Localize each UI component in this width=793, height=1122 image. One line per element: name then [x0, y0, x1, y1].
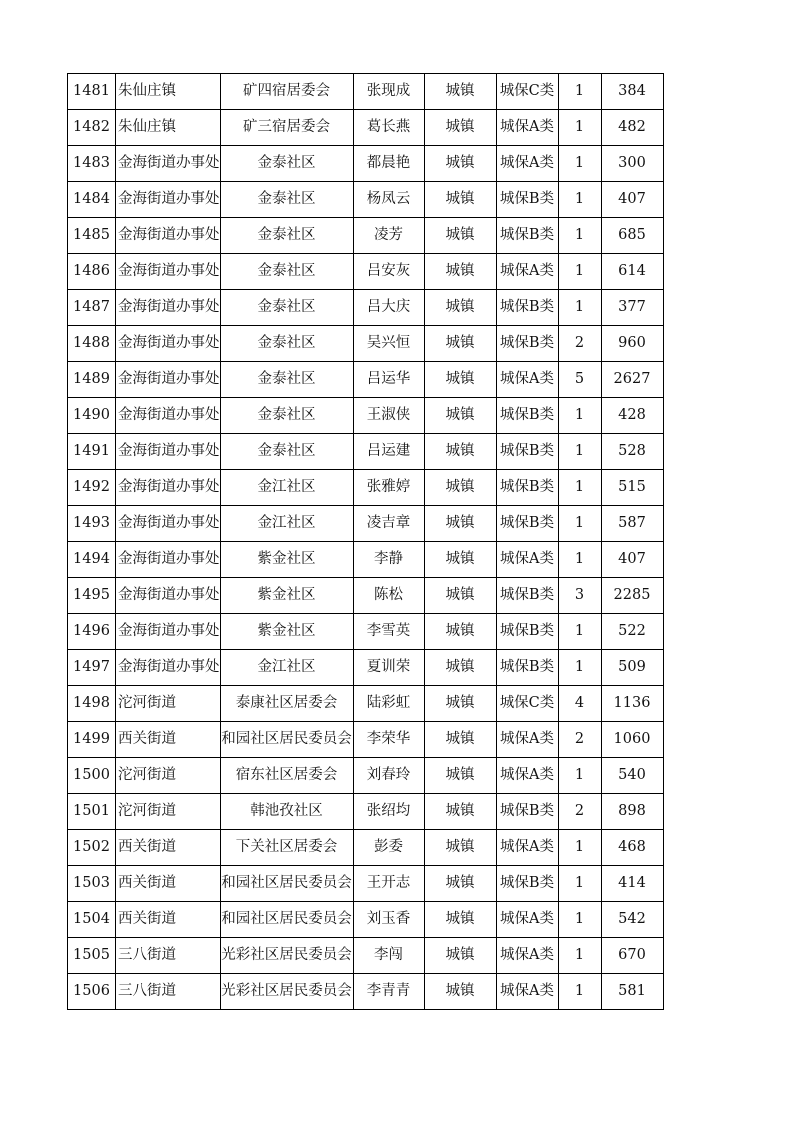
category-cell: 城保B类	[496, 578, 558, 614]
category-cell: 城保B类	[496, 470, 558, 506]
row-number-cell: 1487	[68, 290, 116, 326]
community-cell: 泰康社区居委会	[220, 686, 353, 722]
table-row	[68, 650, 664, 686]
row-number-cell: 1481	[68, 74, 116, 110]
community-cell: 下关社区居委会	[220, 830, 353, 866]
table-row	[68, 218, 664, 254]
area-type-cell: 城镇	[424, 902, 496, 938]
street-cell: 金海街道办事处	[116, 218, 221, 254]
member-count-cell: 1	[558, 758, 601, 794]
area-type-cell: 城镇	[424, 290, 496, 326]
category-cell: 城保B类	[496, 398, 558, 434]
table-row	[68, 974, 664, 1010]
row-number-cell: 1502	[68, 830, 116, 866]
row-number-cell: 1503	[68, 866, 116, 902]
member-count-cell: 1	[558, 398, 601, 434]
community-cell: 金泰社区	[220, 398, 353, 434]
area-type-cell: 城镇	[424, 650, 496, 686]
member-count-cell: 2	[558, 326, 601, 362]
area-type-cell: 城镇	[424, 974, 496, 1010]
amount-cell: 428	[601, 398, 663, 434]
table-row	[68, 290, 664, 326]
person-name-cell: 吕大庆	[353, 290, 424, 326]
community-cell: 金江社区	[220, 650, 353, 686]
amount-cell: 542	[601, 902, 663, 938]
member-count-cell: 1	[558, 218, 601, 254]
table-row	[68, 830, 664, 866]
person-name-cell: 陈松	[353, 578, 424, 614]
category-cell: 城保B类	[496, 290, 558, 326]
row-number-cell: 1501	[68, 794, 116, 830]
person-name-cell: 王淑侠	[353, 398, 424, 434]
amount-cell: 1136	[601, 686, 663, 722]
amount-cell: 528	[601, 434, 663, 470]
area-type-cell: 城镇	[424, 506, 496, 542]
amount-cell: 1060	[601, 722, 663, 758]
community-cell: 紫金社区	[220, 614, 353, 650]
street-cell: 朱仙庄镇	[116, 74, 221, 110]
amount-cell: 468	[601, 830, 663, 866]
person-name-cell: 李雪英	[353, 614, 424, 650]
community-cell: 金泰社区	[220, 182, 353, 218]
row-number-cell: 1482	[68, 110, 116, 146]
category-cell: 城保A类	[496, 146, 558, 182]
category-cell: 城保B类	[496, 434, 558, 470]
area-type-cell: 城镇	[424, 146, 496, 182]
table-row	[68, 614, 664, 650]
row-number-cell: 1498	[68, 686, 116, 722]
person-name-cell: 吕运建	[353, 434, 424, 470]
street-cell: 沱河街道	[116, 686, 221, 722]
street-cell: 金海街道办事处	[116, 614, 221, 650]
person-name-cell: 夏训荣	[353, 650, 424, 686]
street-cell: 朱仙庄镇	[116, 110, 221, 146]
street-cell: 金海街道办事处	[116, 146, 221, 182]
member-count-cell: 1	[558, 182, 601, 218]
community-cell: 金泰社区	[220, 326, 353, 362]
member-count-cell: 1	[558, 146, 601, 182]
amount-cell: 522	[601, 614, 663, 650]
community-cell: 和园社区居民委员会	[220, 902, 353, 938]
person-name-cell: 李闯	[353, 938, 424, 974]
community-cell: 金泰社区	[220, 290, 353, 326]
row-number-cell: 1483	[68, 146, 116, 182]
row-number-cell: 1489	[68, 362, 116, 398]
area-type-cell: 城镇	[424, 794, 496, 830]
amount-cell: 614	[601, 254, 663, 290]
category-cell: 城保A类	[496, 974, 558, 1010]
community-cell: 紫金社区	[220, 578, 353, 614]
person-name-cell: 张绍均	[353, 794, 424, 830]
area-type-cell: 城镇	[424, 182, 496, 218]
member-count-cell: 5	[558, 362, 601, 398]
person-name-cell: 李青青	[353, 974, 424, 1010]
category-cell: 城保B类	[496, 650, 558, 686]
amount-cell: 960	[601, 326, 663, 362]
table-row	[68, 146, 664, 182]
street-cell: 金海街道办事处	[116, 542, 221, 578]
row-number-cell: 1504	[68, 902, 116, 938]
member-count-cell: 1	[558, 866, 601, 902]
street-cell: 西关街道	[116, 722, 221, 758]
area-type-cell: 城镇	[424, 686, 496, 722]
community-cell: 韩池孜社区	[220, 794, 353, 830]
area-type-cell: 城镇	[424, 254, 496, 290]
street-cell: 金海街道办事处	[116, 254, 221, 290]
row-number-cell: 1488	[68, 326, 116, 362]
area-type-cell: 城镇	[424, 542, 496, 578]
row-number-cell: 1491	[68, 434, 116, 470]
category-cell: 城保B类	[496, 506, 558, 542]
category-cell: 城保A类	[496, 722, 558, 758]
amount-cell: 482	[601, 110, 663, 146]
member-count-cell: 1	[558, 506, 601, 542]
amount-cell: 407	[601, 182, 663, 218]
community-cell: 金江社区	[220, 506, 353, 542]
member-count-cell: 4	[558, 686, 601, 722]
amount-cell: 509	[601, 650, 663, 686]
community-cell: 光彩社区居民委员会	[220, 938, 353, 974]
community-cell: 和园社区居民委员会	[220, 866, 353, 902]
street-cell: 金海街道办事处	[116, 362, 221, 398]
street-cell: 西关街道	[116, 830, 221, 866]
category-cell: 城保A类	[496, 902, 558, 938]
area-type-cell: 城镇	[424, 866, 496, 902]
member-count-cell: 2	[558, 722, 601, 758]
row-number-cell: 1490	[68, 398, 116, 434]
category-cell: 城保B类	[496, 794, 558, 830]
person-name-cell: 吕运华	[353, 362, 424, 398]
table-row	[68, 110, 664, 146]
area-type-cell: 城镇	[424, 110, 496, 146]
person-name-cell: 张现成	[353, 74, 424, 110]
community-cell: 金泰社区	[220, 218, 353, 254]
street-cell: 金海街道办事处	[116, 578, 221, 614]
amount-cell: 587	[601, 506, 663, 542]
row-number-cell: 1496	[68, 614, 116, 650]
category-cell: 城保A类	[496, 938, 558, 974]
member-count-cell: 1	[558, 938, 601, 974]
row-number-cell: 1494	[68, 542, 116, 578]
amount-cell: 384	[601, 74, 663, 110]
amount-cell: 540	[601, 758, 663, 794]
amount-cell: 685	[601, 218, 663, 254]
row-number-cell: 1486	[68, 254, 116, 290]
person-name-cell: 杨凤云	[353, 182, 424, 218]
community-cell: 金江社区	[220, 470, 353, 506]
member-count-cell: 1	[558, 830, 601, 866]
table-row	[68, 722, 664, 758]
street-cell: 金海街道办事处	[116, 434, 221, 470]
community-cell: 和园社区居民委员会	[220, 722, 353, 758]
table-row	[68, 794, 664, 830]
table-row	[68, 254, 664, 290]
street-cell: 三八街道	[116, 938, 221, 974]
member-count-cell: 1	[558, 650, 601, 686]
records-table	[67, 73, 664, 1010]
category-cell: 城保C类	[496, 74, 558, 110]
person-name-cell: 张雅婷	[353, 470, 424, 506]
amount-cell: 581	[601, 974, 663, 1010]
amount-cell: 898	[601, 794, 663, 830]
person-name-cell: 凌芳	[353, 218, 424, 254]
table-row	[68, 326, 664, 362]
area-type-cell: 城镇	[424, 722, 496, 758]
amount-cell: 515	[601, 470, 663, 506]
table-row	[68, 470, 664, 506]
community-cell: 紫金社区	[220, 542, 353, 578]
row-number-cell: 1495	[68, 578, 116, 614]
member-count-cell: 1	[558, 290, 601, 326]
table-row	[68, 686, 664, 722]
row-number-cell: 1485	[68, 218, 116, 254]
member-count-cell: 1	[558, 614, 601, 650]
community-cell: 金泰社区	[220, 254, 353, 290]
category-cell: 城保C类	[496, 686, 558, 722]
street-cell: 西关街道	[116, 902, 221, 938]
amount-cell: 2627	[601, 362, 663, 398]
area-type-cell: 城镇	[424, 218, 496, 254]
amount-cell: 414	[601, 866, 663, 902]
person-name-cell: 都晨艳	[353, 146, 424, 182]
table-row	[68, 542, 664, 578]
table-row	[68, 902, 664, 938]
member-count-cell: 1	[558, 974, 601, 1010]
table-row	[68, 182, 664, 218]
community-cell: 金泰社区	[220, 434, 353, 470]
member-count-cell: 1	[558, 902, 601, 938]
category-cell: 城保B类	[496, 218, 558, 254]
amount-cell: 300	[601, 146, 663, 182]
area-type-cell: 城镇	[424, 614, 496, 650]
street-cell: 金海街道办事处	[116, 650, 221, 686]
person-name-cell: 吕安灰	[353, 254, 424, 290]
member-count-cell: 1	[558, 470, 601, 506]
community-cell: 金泰社区	[220, 146, 353, 182]
amount-cell: 670	[601, 938, 663, 974]
amount-cell: 2285	[601, 578, 663, 614]
table-row	[68, 506, 664, 542]
member-count-cell: 3	[558, 578, 601, 614]
category-cell: 城保A类	[496, 542, 558, 578]
category-cell: 城保B类	[496, 326, 558, 362]
table-row	[68, 434, 664, 470]
person-name-cell: 彭委	[353, 830, 424, 866]
category-cell: 城保A类	[496, 830, 558, 866]
category-cell: 城保B类	[496, 614, 558, 650]
category-cell: 城保B类	[496, 866, 558, 902]
row-number-cell: 1499	[68, 722, 116, 758]
category-cell: 城保A类	[496, 758, 558, 794]
row-number-cell: 1493	[68, 506, 116, 542]
member-count-cell: 1	[558, 254, 601, 290]
table-row	[68, 398, 664, 434]
row-number-cell: 1500	[68, 758, 116, 794]
community-cell: 矿三宿居委会	[220, 110, 353, 146]
community-cell: 光彩社区居民委员会	[220, 974, 353, 1010]
table-row	[68, 938, 664, 974]
person-name-cell: 刘玉香	[353, 902, 424, 938]
person-name-cell: 凌吉章	[353, 506, 424, 542]
community-cell: 矿四宿居委会	[220, 74, 353, 110]
table-row	[68, 866, 664, 902]
street-cell: 金海街道办事处	[116, 326, 221, 362]
table-row	[68, 74, 664, 110]
category-cell: 城保A类	[496, 110, 558, 146]
category-cell: 城保A类	[496, 254, 558, 290]
street-cell: 西关街道	[116, 866, 221, 902]
row-number-cell: 1497	[68, 650, 116, 686]
person-name-cell: 吴兴恒	[353, 326, 424, 362]
street-cell: 金海街道办事处	[116, 506, 221, 542]
area-type-cell: 城镇	[424, 938, 496, 974]
community-cell: 金泰社区	[220, 362, 353, 398]
street-cell: 三八街道	[116, 974, 221, 1010]
street-cell: 沱河街道	[116, 794, 221, 830]
records-table-body	[68, 74, 664, 1010]
row-number-cell: 1484	[68, 182, 116, 218]
community-cell: 宿东社区居委会	[220, 758, 353, 794]
person-name-cell: 李静	[353, 542, 424, 578]
person-name-cell: 葛长燕	[353, 110, 424, 146]
street-cell: 沱河街道	[116, 758, 221, 794]
member-count-cell: 1	[558, 434, 601, 470]
table-row	[68, 362, 664, 398]
row-number-cell: 1492	[68, 470, 116, 506]
area-type-cell: 城镇	[424, 434, 496, 470]
area-type-cell: 城镇	[424, 362, 496, 398]
street-cell: 金海街道办事处	[116, 182, 221, 218]
amount-cell: 407	[601, 542, 663, 578]
table-row	[68, 578, 664, 614]
area-type-cell: 城镇	[424, 326, 496, 362]
person-name-cell: 王开志	[353, 866, 424, 902]
table-row	[68, 758, 664, 794]
street-cell: 金海街道办事处	[116, 398, 221, 434]
street-cell: 金海街道办事处	[116, 470, 221, 506]
row-number-cell: 1506	[68, 974, 116, 1010]
member-count-cell: 1	[558, 110, 601, 146]
area-type-cell: 城镇	[424, 578, 496, 614]
member-count-cell: 1	[558, 74, 601, 110]
category-cell: 城保A类	[496, 362, 558, 398]
member-count-cell: 2	[558, 794, 601, 830]
area-type-cell: 城镇	[424, 758, 496, 794]
area-type-cell: 城镇	[424, 74, 496, 110]
member-count-cell: 1	[558, 542, 601, 578]
row-number-cell: 1505	[68, 938, 116, 974]
area-type-cell: 城镇	[424, 470, 496, 506]
amount-cell: 377	[601, 290, 663, 326]
street-cell: 金海街道办事处	[116, 290, 221, 326]
person-name-cell: 刘春玲	[353, 758, 424, 794]
area-type-cell: 城镇	[424, 398, 496, 434]
area-type-cell: 城镇	[424, 830, 496, 866]
person-name-cell: 陆彩虹	[353, 686, 424, 722]
person-name-cell: 李荣华	[353, 722, 424, 758]
category-cell: 城保B类	[496, 182, 558, 218]
